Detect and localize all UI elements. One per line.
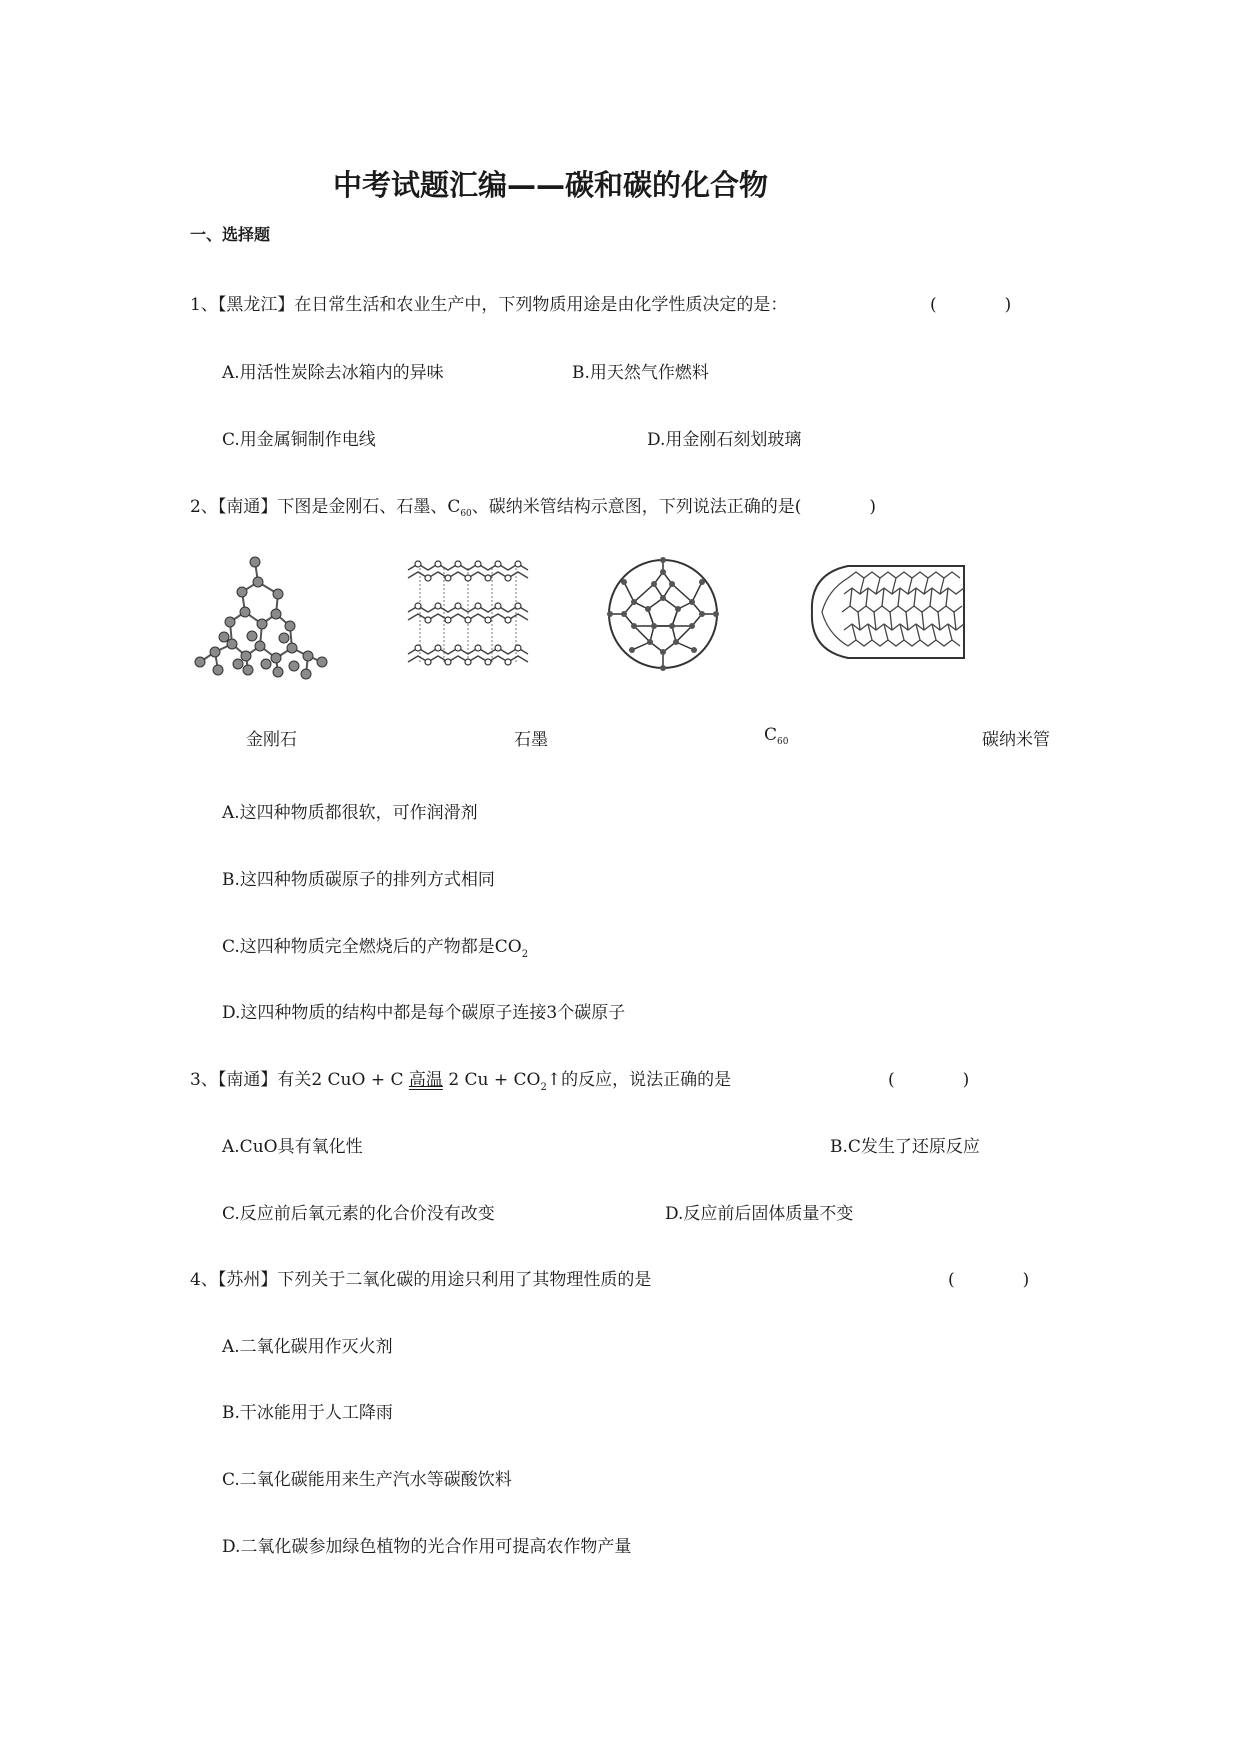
question-2-stem-part-a: 2、【南通】下图是金刚石、石墨、C bbox=[190, 497, 461, 517]
reaction-condition: 高温 bbox=[408, 1070, 443, 1090]
question-2-stem-subscript: 60 bbox=[460, 509, 472, 519]
nanotube-structure-figure bbox=[808, 560, 970, 664]
question-4-option-a: A.二氧化碳用作灭火剂 bbox=[222, 1337, 393, 1357]
question-1-stem: 1、【黑龙江】在日常生活和农业生产中，下列物质用途是由化学性质决定的是： bbox=[190, 295, 788, 315]
graphite-label: 石墨 bbox=[514, 730, 548, 750]
question-4-option-d: D.二氧化碳参加绿色植物的光合作用可提高农作物产量 bbox=[222, 1537, 632, 1557]
question-3-option-d: D.反应前后固体质量不变 bbox=[665, 1204, 854, 1224]
question-3-option-b: B.C发生了还原反应 bbox=[830, 1137, 980, 1157]
question-4-option-c: C.二氧化碳能用来生产汽水等碳酸饮料 bbox=[222, 1470, 512, 1490]
question-1-option-d: D.用金刚石刻划玻璃 bbox=[647, 430, 802, 450]
question-2-option-c-subscript: 2 bbox=[521, 949, 529, 960]
section-heading: 一、选择题 bbox=[190, 225, 271, 244]
question-2-option-c bbox=[222, 932, 529, 960]
question-2-stem bbox=[190, 492, 876, 517]
page-title: 中考试题汇编——碳和碳的化合物 bbox=[333, 168, 769, 202]
question-3-stem bbox=[190, 1065, 732, 1093]
c60-structure-figure bbox=[604, 554, 722, 674]
question-3-option-a: A.CuO具有氧化性 bbox=[222, 1137, 363, 1157]
question-2-option-b: B.这四种物质碳原子的排列方式相同 bbox=[222, 870, 495, 890]
question-3-stem-part-a: 3、【南通】有关2 CuO + C bbox=[190, 1070, 404, 1090]
question-3-stem-part-c: ↑的反应，说法正确的是 bbox=[546, 1070, 732, 1090]
question-4-bracket: ( ) bbox=[948, 1270, 1030, 1290]
question-3-bracket: ( ) bbox=[888, 1070, 970, 1090]
nanotube-label: 碳纳米管 bbox=[982, 730, 1050, 750]
c60-label bbox=[764, 725, 788, 745]
c60-label-subscript: 60 bbox=[777, 737, 789, 747]
question-3-stem-subscript: 2 bbox=[540, 1082, 547, 1093]
question-4-stem: 4、【苏州】下列关于二氧化碳的用途只利用了其物理性质的是 bbox=[190, 1270, 652, 1290]
question-2-option-a: A.这四种物质都很软，可作润滑剂 bbox=[222, 803, 478, 823]
diamond-label: 金刚石 bbox=[246, 730, 297, 750]
question-3-stem-part-b: 2 Cu + CO bbox=[448, 1070, 541, 1090]
question-1-option-a: A.用活性炭除去冰箱内的异味 bbox=[222, 363, 444, 383]
question-1-option-c: C.用金属铜制作电线 bbox=[222, 430, 376, 450]
question-2-stem-part-b: 、碳纳米管结构示意图，下列说法正确的是( ) bbox=[471, 497, 877, 517]
diamond-structure-figure bbox=[190, 552, 330, 684]
c60-label-text: C bbox=[764, 725, 778, 745]
question-1-option-b: B.用天然气作燃料 bbox=[572, 363, 709, 383]
graphite-structure-figure bbox=[404, 560, 534, 672]
question-2-option-c-text: C.这四种物质完全燃烧后的产物都是CO bbox=[222, 937, 522, 957]
question-2-option-d: D.这四种物质的结构中都是每个碳原子连接3个碳原子 bbox=[222, 1003, 626, 1023]
question-4-option-b: B.干冰能用于人工降雨 bbox=[222, 1403, 393, 1423]
question-1-bracket: ( ) bbox=[930, 295, 1012, 315]
question-3-option-c: C.反应前后氧元素的化合价没有改变 bbox=[222, 1204, 495, 1224]
